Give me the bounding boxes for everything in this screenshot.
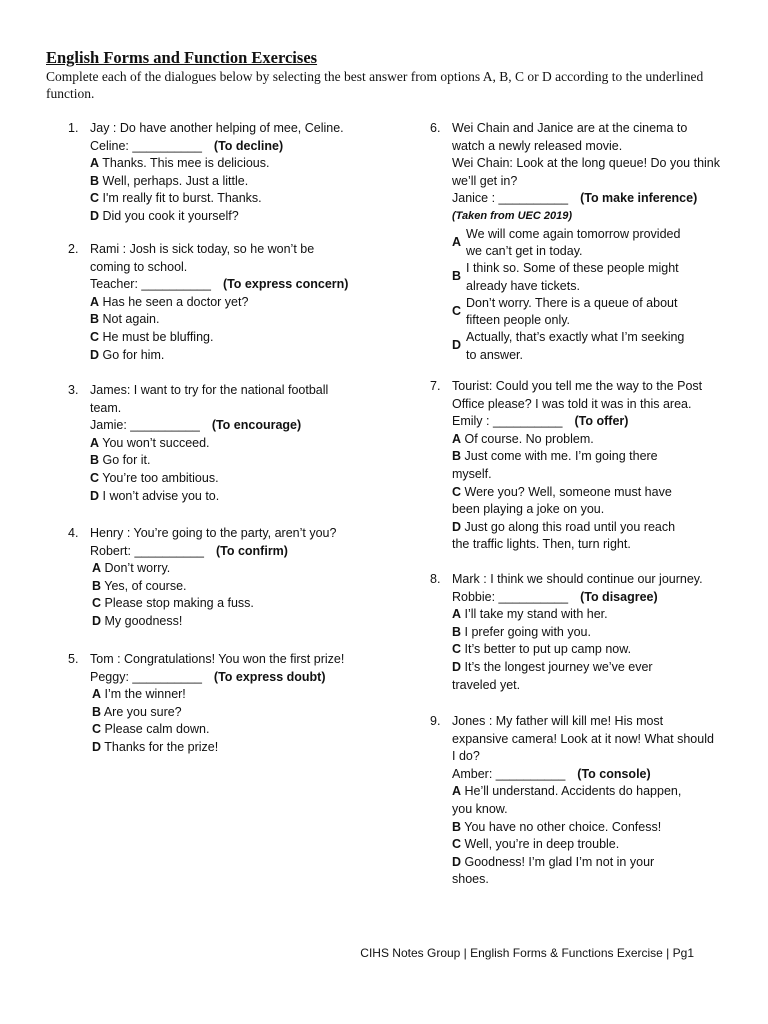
option-letter: C — [452, 303, 462, 318]
option-letter: A — [92, 687, 102, 702]
option-text: Of course. No problem. — [461, 431, 594, 446]
option-b[interactable] — [90, 578, 336, 596]
option-text: Well, you’re in deep trouble. — [461, 837, 620, 852]
option-text-line: Actually, that’s exactly what I’m seeking — [466, 330, 685, 345]
option-text: Goodness! I’m glad I’m not in your — [461, 854, 655, 869]
dialogue-line: Wei Chain: Look at the long queue! Do you think — [452, 156, 720, 171]
option-text — [466, 260, 679, 295]
option-d[interactable] — [90, 488, 328, 506]
option-letter: B — [90, 312, 100, 327]
dialogue-line: Henry : You’re going to the party, aren’t you? — [90, 526, 337, 540]
option-letter: B — [90, 453, 100, 468]
response-line — [90, 669, 344, 687]
response-line — [90, 138, 344, 156]
option-text-line: already have tickets. — [466, 278, 580, 293]
option-letter: C — [452, 837, 462, 852]
option-text: I prefer going with you. — [461, 624, 591, 639]
function-label: (To express doubt) — [213, 669, 326, 684]
option-text-line: We will come again tomorrow provided — [466, 226, 681, 241]
option-letter: C — [90, 329, 100, 344]
dialogue-line: I do? — [452, 749, 480, 764]
instructions: Complete each of the dialogues below by selecting the best answer from options A, B, C or D according to the underlined function. — [46, 69, 704, 101]
option-letter: D — [90, 347, 100, 362]
option-letter: B — [90, 173, 100, 188]
option-text: Go for it. — [99, 453, 151, 468]
option-b[interactable] — [452, 260, 720, 295]
option-letter: A — [90, 294, 100, 309]
option-b[interactable] — [452, 624, 703, 642]
option-a[interactable] — [90, 560, 336, 578]
question-3 — [68, 382, 388, 510]
option-c[interactable] — [452, 836, 714, 854]
question-number: 5. — [68, 652, 79, 666]
question-1 — [68, 120, 388, 230]
question-5 — [68, 651, 388, 761]
option-b[interactable] — [452, 448, 702, 466]
dialogue-line: Tom : Congratulations! You won the first prize! — [90, 652, 345, 666]
option-text-line: we can’t get in today. — [466, 244, 583, 259]
option-text: You have no other choice. Confess! — [461, 819, 662, 834]
option-text: I’ll take my stand with her. — [461, 607, 608, 622]
question-number: 8. — [430, 572, 441, 586]
dialogue-line: Office please? I was told it was in this area. — [452, 396, 692, 411]
speaker-blank: Robert: __________ — [90, 543, 204, 558]
question-7 — [430, 378, 730, 558]
option-letter: B — [92, 704, 102, 719]
dialogue-line: Wei Chain and Janice are at the cinema to — [452, 121, 688, 135]
option-text: Are you sure? — [101, 704, 182, 719]
option-text — [466, 295, 677, 330]
option-letter: B — [452, 819, 462, 834]
option-b[interactable] — [452, 819, 714, 837]
response-line — [452, 413, 702, 431]
option-text-line: been playing a joke on you. — [452, 502, 605, 517]
option-letter: A — [90, 435, 100, 450]
option-text: Thanks. This mee is delicious. — [99, 156, 270, 171]
function-label: (To console) — [577, 766, 651, 781]
option-text: Please calm down. — [101, 722, 210, 737]
question-number: 6. — [430, 121, 441, 135]
source-note: (Taken from UEC 2019) — [452, 209, 573, 222]
speaker-blank: Teacher: __________ — [90, 277, 211, 292]
option-text: Go for him. — [99, 347, 165, 362]
option-letter: A — [92, 561, 102, 576]
option-c[interactable] — [90, 329, 348, 347]
option-b[interactable] — [90, 173, 344, 191]
option-c[interactable] — [90, 721, 344, 739]
option-d[interactable] — [452, 659, 703, 677]
option-text-line: to answer. — [466, 347, 523, 362]
dialogue-line: James: I want to try for the national football — [90, 383, 329, 397]
option-text: Just come with me. I’m going there — [461, 449, 658, 464]
question-9 — [430, 713, 730, 893]
option-text: Please stop making a fuss. — [101, 596, 254, 611]
option-text: Yes, of course. — [101, 578, 187, 593]
function-label: (To disagree) — [580, 589, 658, 604]
option-text — [466, 226, 680, 261]
function-label: (To decline) — [213, 138, 284, 153]
speaker-blank: Celine: __________ — [90, 138, 202, 153]
option-d[interactable] — [452, 854, 714, 872]
function-label: (To confirm) — [215, 543, 288, 558]
response-line — [452, 190, 720, 208]
function-label: (To offer) — [574, 414, 629, 429]
option-text-line: traveled yet. — [452, 677, 521, 692]
option-b[interactable] — [90, 704, 344, 722]
option-text-line: Don’t worry. There is a queue of about — [466, 295, 678, 310]
option-c[interactable] — [452, 484, 702, 502]
question-8 — [430, 571, 730, 699]
option-c[interactable] — [90, 470, 328, 488]
option-text-line: fifteen people only. — [466, 313, 571, 328]
option-a[interactable] — [452, 606, 703, 624]
option-text-line: shoes. — [452, 872, 489, 887]
option-letter: D — [452, 854, 462, 869]
question-body — [452, 713, 714, 889]
dialogue-line: coming to school. — [90, 259, 188, 274]
dialogue-line: expansive camera! Look at it now! What should — [452, 731, 714, 746]
option-letter: B — [452, 449, 462, 464]
question-body — [452, 378, 702, 554]
option-letter: A — [452, 234, 462, 249]
response-line — [90, 543, 336, 561]
question-body — [452, 571, 703, 694]
option-d[interactable] — [90, 613, 336, 631]
option-letter: A — [452, 431, 462, 446]
question-4 — [68, 525, 388, 635]
document-title: English Forms and Function Exercises — [46, 48, 318, 67]
option-text: Thanks for the prize! — [101, 739, 219, 754]
option-letter: D — [90, 208, 100, 223]
dialogue-line: Jones : My father will kill me! His most — [452, 714, 664, 728]
option-text-line: the traffic lights. Then, turn right. — [452, 537, 631, 552]
option-a[interactable] — [90, 155, 344, 173]
speaker-blank: Emily : __________ — [452, 414, 563, 429]
option-text: I’m the winner! — [101, 687, 186, 702]
response-line — [452, 589, 703, 607]
response-line — [452, 766, 714, 784]
response-line — [90, 417, 328, 435]
option-d[interactable] — [90, 739, 344, 757]
option-text: Well, perhaps. Just a little. — [99, 173, 249, 188]
option-b[interactable] — [90, 311, 348, 329]
dialogue-line: team. — [90, 400, 122, 415]
option-a[interactable] — [452, 226, 720, 261]
dialogue-line: watch a newly released movie. — [452, 138, 623, 153]
option-d[interactable] — [90, 347, 348, 365]
option-letter: C — [92, 596, 102, 611]
option-text: Did you cook it yourself? — [99, 208, 239, 223]
option-text-line: myself. — [452, 466, 492, 481]
question-body — [90, 382, 328, 505]
option-c[interactable] — [452, 295, 720, 330]
option-letter: C — [90, 470, 100, 485]
option-letter: C — [92, 722, 102, 737]
question-number: 3. — [68, 383, 79, 397]
option-text: Don’t worry. — [101, 561, 171, 576]
option-c[interactable] — [90, 190, 344, 208]
function-label: (To make inference) — [580, 191, 698, 206]
dialogue-line: Tourist: Could you tell me the way to the Post — [452, 379, 703, 393]
option-letter: B — [452, 269, 462, 284]
option-text-line: I think so. Some of these people might — [466, 261, 679, 276]
option-letter: B — [92, 578, 102, 593]
option-d[interactable] — [452, 519, 702, 537]
option-text: Just go along this road until you reach — [461, 519, 676, 534]
question-number: 1. — [68, 121, 79, 135]
option-text: Has he seen a doctor yet? — [99, 294, 249, 309]
question-number: 4. — [68, 526, 79, 540]
option-text — [466, 329, 684, 364]
option-letter: A — [452, 607, 462, 622]
option-letter: C — [90, 191, 100, 206]
option-c[interactable] — [90, 595, 336, 613]
option-d[interactable] — [90, 208, 344, 226]
dialogue-line: Rami : Josh is sick today, so he won’t be — [90, 242, 315, 256]
option-letter: C — [452, 642, 462, 657]
speaker-blank: Peggy: __________ — [90, 669, 202, 684]
question-2 — [68, 241, 388, 369]
dialogue-line: Jay : Do have another helping of mee, Celine. — [90, 121, 344, 135]
question-body — [452, 120, 720, 364]
question-number: 2. — [68, 242, 79, 256]
option-letter: C — [452, 484, 462, 499]
option-text-line: you know. — [452, 801, 508, 816]
dialogue-line: we’ll get in? — [452, 173, 518, 188]
option-a[interactable] — [452, 431, 702, 449]
dialogue-line: Mark : I think we should continue our journey. — [452, 572, 703, 586]
option-text: I won’t advise you to. — [99, 488, 220, 503]
option-letter: D — [452, 659, 462, 674]
response-line — [90, 276, 348, 294]
option-letter: D — [90, 488, 100, 503]
option-text: It’s the longest journey we’ve ever — [461, 659, 653, 674]
option-d[interactable] — [452, 329, 720, 364]
option-text: My goodness! — [101, 613, 183, 628]
function-label: (To express concern) — [222, 277, 349, 292]
page-footer: CIHS Notes Group | English Forms & Functions Exercise | Pg1 — [360, 946, 694, 960]
question-body — [90, 651, 344, 757]
option-letter: D — [452, 519, 462, 534]
option-letter: D — [92, 613, 102, 628]
question-body — [90, 241, 348, 364]
option-text: I'm really fit to burst. Thanks. — [99, 191, 262, 206]
speaker-blank: Janice : __________ — [452, 191, 569, 206]
question-number: 7. — [430, 379, 441, 393]
speaker-blank: Jamie: __________ — [90, 418, 200, 433]
option-b[interactable] — [90, 452, 328, 470]
option-text: It’s better to put up camp now. — [461, 642, 632, 657]
option-letter: A — [452, 784, 462, 799]
option-a[interactable] — [90, 294, 348, 312]
speaker-blank: Robbie: __________ — [452, 589, 569, 604]
option-text: Were you? Well, someone must have — [461, 484, 672, 499]
option-letter: B — [452, 624, 462, 639]
question-body — [90, 120, 344, 226]
option-text: He must be bluffing. — [99, 329, 214, 344]
option-text: You’re too ambitious. — [99, 470, 219, 485]
question-body — [90, 525, 336, 631]
question-number: 9. — [430, 714, 441, 728]
function-label: (To encourage) — [211, 418, 302, 433]
option-letter: A — [90, 156, 100, 171]
option-a[interactable] — [90, 686, 344, 704]
option-text: He’ll understand. Accidents do happen, — [461, 784, 682, 799]
option-text: You won’t succeed. — [99, 435, 210, 450]
option-a[interactable] — [90, 435, 328, 453]
question-6 — [430, 120, 730, 365]
option-a[interactable] — [452, 783, 714, 801]
option-letter: D — [452, 338, 462, 353]
option-letter: D — [92, 739, 102, 754]
option-c[interactable] — [452, 641, 703, 659]
speaker-blank: Amber: __________ — [452, 766, 566, 781]
option-text: Not again. — [99, 312, 160, 327]
